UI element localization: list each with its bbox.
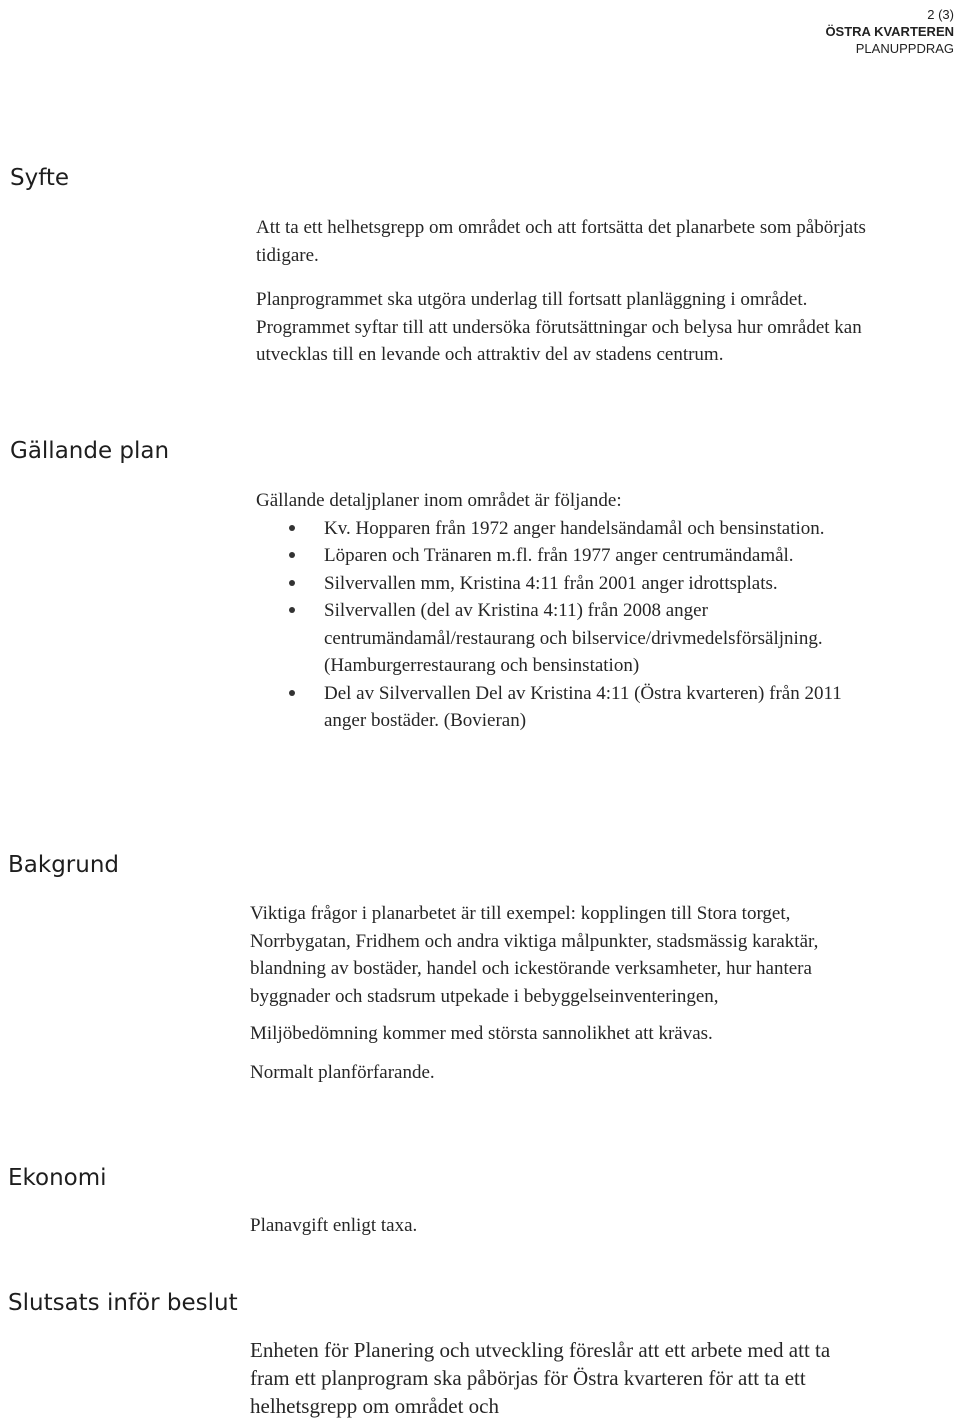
syfte-paragraph-2: Planprogrammet ska utgöra underlag till fortsatt planläggning i området. Programmet syftar till att undersöka förutsättningar och belysa hur området kan utvecklas till en levande och attraktiv del av stadens centrum. xyxy=(256,289,862,365)
page-header xyxy=(825,6,954,57)
plan-item-text: Kv. Hopparen från 1972 anger handelsändamål och bensinstation. xyxy=(324,517,825,539)
bullet-icon xyxy=(289,552,295,558)
plan-item-text: Del av Silvervallen Del av Kristina 4:11 (Östra kvarteren) från 2011 anger bostäder. (Bovieran) xyxy=(324,682,842,731)
plan-item-text: Silvervallen mm, Kristina 4:11 från 2001 anger idrottsplats. xyxy=(324,572,778,594)
bullet-icon xyxy=(289,525,295,531)
document-name: ÖSTRA KVARTEREN xyxy=(825,24,954,39)
ekonomi-paragraph-1: Planavgift enligt taxa. xyxy=(250,1215,418,1236)
gallande-plan-intro: Gällande detaljplaner inom området är följande: xyxy=(256,490,622,511)
bakgrund-paragraph-1: Viktiga frågor i planarbetet är till exempel: kopplingen till Stora torget, Norrbygatan, Fridhem och andra viktiga målpunkter, stadsmässig karaktär, blandning av bostäder, handel och ickestörande verksamheter, hur hantera byggnader och stadsrum utpekade i bebyggelseinventeringen, xyxy=(250,903,819,1007)
heading-ekonomi: Ekonomi xyxy=(8,1165,107,1191)
plan-item-text: Löparen och Tränaren m.fl. från 1977 anger centrumändamål. xyxy=(324,545,794,566)
plan-item xyxy=(256,542,876,570)
plan-item-text: Silvervallen (del av Kristina 4:11) från 2008 anger centrumändamål/restaurang och bilservice/drivmedelsförsäljning. (Hamburgerrestaurang och bensinstation) xyxy=(324,600,823,676)
plan-list xyxy=(256,515,876,735)
section-ekonomi xyxy=(250,1212,860,1240)
heading-gallande-plan: Gällande plan xyxy=(10,438,170,464)
bakgrund-paragraph-3: Normalt planförfarande. xyxy=(250,1061,435,1083)
bullet-icon xyxy=(289,690,295,696)
page-number: 2 (3) xyxy=(927,7,954,22)
slutsats-paragraph-1: Enheten för Planering och utveckling föreslår att ett arbete med att ta fram ett planprogram ska påbörjas för Östra kvarteren för att ta ett helhetsgrepp om området och xyxy=(250,1338,831,1418)
plan-item xyxy=(256,597,876,680)
syfte-paragraph-1: Att ta ett helhetsgrepp om området och att fortsätta det planarbete som påbörjats tidigare. xyxy=(256,217,866,266)
section-gallande-plan xyxy=(256,487,876,735)
section-bakgrund xyxy=(250,900,860,1086)
bullet-icon xyxy=(289,580,295,586)
heading-bakgrund: Bakgrund xyxy=(8,852,120,878)
section-slutsats xyxy=(250,1336,850,1420)
bakgrund-paragraph-2: Miljöbedömning kommer med största sannolikhet att krävas. xyxy=(250,1023,713,1044)
heading-syfte: Syfte xyxy=(10,165,70,191)
document-type: PLANUPPDRAG xyxy=(855,41,954,56)
plan-item xyxy=(256,570,876,598)
section-syfte xyxy=(256,214,896,369)
plan-item xyxy=(256,680,876,735)
heading-slutsats: Slutsats inför beslut xyxy=(8,1290,238,1316)
bullet-icon xyxy=(289,607,295,613)
plan-item xyxy=(256,515,876,543)
